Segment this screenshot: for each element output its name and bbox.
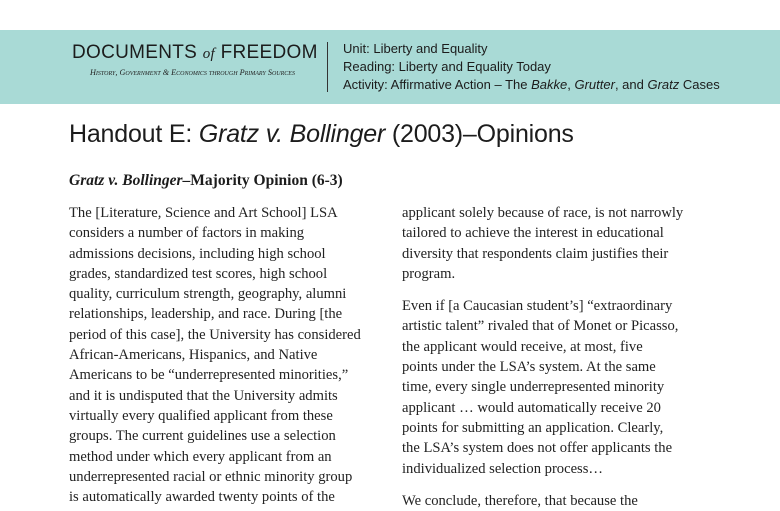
title-suffix: (2003)–Opinions [385,120,574,148]
text-line: grades, standardized test scores, high school [69,265,328,282]
title-prefix: Handout E: [69,120,199,148]
text-line: points for submitting an application. Clearly, [402,419,664,436]
text-line: tailored to achieve the interest in educational [402,225,664,242]
title-case-name: Gratz v. Bollinger [198,120,386,148]
text-line: virtually every qualified applicant from these [69,407,333,424]
unit-line: Unit: Liberty and Equality [343,41,488,56]
text-line: diversity that respondents claim justifies their [402,245,669,262]
activity-line [343,76,720,94]
logo-word-of: of [202,46,216,62]
text-line: the applicant would receive, at most, five [402,338,643,355]
logo-word-freedom: FREEDOM [220,42,318,63]
activity-case-bakke: Bakke [531,77,568,92]
handout-title [69,120,574,149]
text-line: considers a number of factors in making [69,225,305,242]
text-line: the LSA’s system does not offer applicants the [402,440,673,457]
right-column [402,203,717,511]
activity-case-gratz: Gratz [647,77,680,92]
activity-separator-2: , and [614,77,648,92]
text-line: applicant … would automatically receive 20 [402,399,661,416]
activity-prefix: Activity: Affirmative Action – The [343,77,532,92]
left-column [69,203,384,507]
text-line: program. [402,265,456,282]
text-line: quality, curriculum strength, geography, alumni [69,286,347,303]
section-heading [69,172,343,190]
text-line: The [Literature, Science and Art School] LSA [69,205,338,221]
documents-of-freedom-logo [72,42,322,77]
text-line: underrepresented racial or ethnic minority group [69,468,353,485]
logo-subtitle: History, Government & Economics through Primary Sources [90,68,295,77]
text-line: time, every single underrepresented minority [402,379,665,396]
text-line: points under the LSA’s system. At the same [402,359,656,376]
text-line: Americans to be “underrepresented minorities,” [69,367,349,384]
activity-separator-1: , [567,77,575,92]
paragraph-gap [402,284,717,296]
text-line: method under which every applicant from an [69,448,332,465]
text-line: applicant solely because of race, is not narrowly [402,205,684,221]
activity-case-grutter: Grutter [574,77,615,92]
text-line: period of this case], the University has considered [69,326,361,343]
text-line: Even if [a Caucasian student’s] “extraordinary [402,298,673,315]
text-line: African-Americans, Hispanics, and Native [69,347,318,364]
text-line: relationships, leadership, and race. During [the [69,306,343,323]
paragraph-gap [402,479,717,491]
text-line: admissions decisions, including high school [69,245,326,262]
text-line: We conclude, therefore, that because the [402,492,638,509]
text-line: individualized selection process… [402,460,604,477]
logo-word-documents: DOCUMENTS [72,42,198,63]
text-line: groups. The current guidelines use a selection [69,428,336,445]
header-banner [0,30,780,104]
section-case-name: Gratz v. Bollinger [69,172,183,189]
activity-suffix: Cases [679,77,720,92]
text-line: artistic talent” rivaled that of Monet or Picasso, [402,318,679,335]
header-divider [327,42,328,92]
text-line: and it is undisputed that the University admits [69,387,338,404]
reading-line: Reading: Liberty and Equality Today [343,59,551,74]
section-suffix: –Majority Opinion (6-3) [182,172,343,189]
text-line: is automatically awarded twenty points of the [69,489,335,506]
unit-info [343,40,720,94]
logo-title [72,42,322,65]
